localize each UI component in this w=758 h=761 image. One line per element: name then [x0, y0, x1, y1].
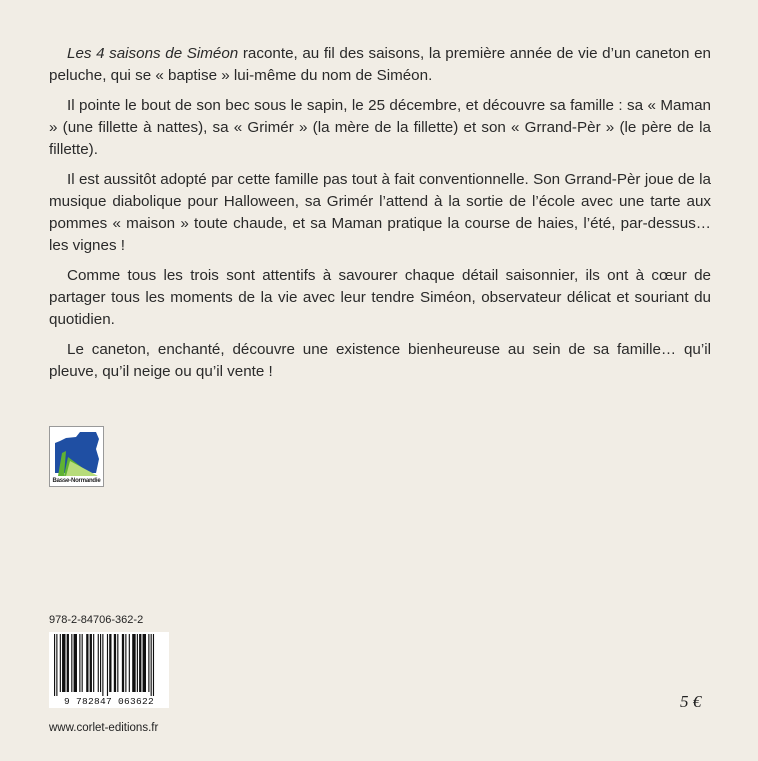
blurb-paragraph-3: Il est aussitôt adopté par cette famille pas tout à fait conventionnelle. Son Grrand-Pèr joue de la musique diabolique pour Halloween, sa Grimér l’attend à la sortie de l’école avec une tarte aux pommes « maison » toute chaude, et sa Maman pratique la course de haies, l’été, par-dessus… les vignes ! [49, 171, 711, 254]
isbn-number: 978-2-84706-362-2 [49, 614, 144, 626]
blurb-paragraph-2: Il pointe le bout de son bec sous le sapin, le 25 décembre, et découvre sa famille : sa « Maman » (une fillette à nattes), sa « Grimér » (la mère de la fillette) et son « Grrand-Pèr » (le père de la fillette). [49, 97, 711, 158]
basse-normandie-logo [49, 426, 104, 487]
book-title: Les 4 saisons de Siméon [67, 45, 239, 62]
logo-label: Basse-Normandie [52, 478, 101, 484]
blurb-paragraph-5: Le caneton, enchanté, découvre une existence bienheureuse au sein de sa famille… qu’il pleuve, qu’il neige ou qu’il vente ! [49, 341, 711, 380]
publisher-website[interactable]: www.corlet-editions.fr [49, 722, 159, 734]
blurb-paragraph-4: Comme tous les trois sont attentifs à savourer chaque détail saisonnier, ils ont à cœur de partager tous les moments de la vie avec leur tendre Siméon, observateur délicat et souriant du quotidien. [49, 267, 711, 328]
barcode-bars-icon [52, 634, 166, 696]
blurb-paragraph-1 [49, 43, 711, 87]
barcode-digits: 9 782847 063622 [63, 696, 154, 707]
blurb-paragraph-1-text: raconte, au fil des saisons, la première année de vie d’un caneton en peluche, qui se « baptise » lui-même du nom de Siméon. [49, 45, 711, 84]
basse-normandie-emblem-icon [52, 429, 102, 477]
price: 5 € [680, 692, 702, 711]
barcode [49, 632, 169, 708]
back-cover-blurb [49, 43, 711, 391]
